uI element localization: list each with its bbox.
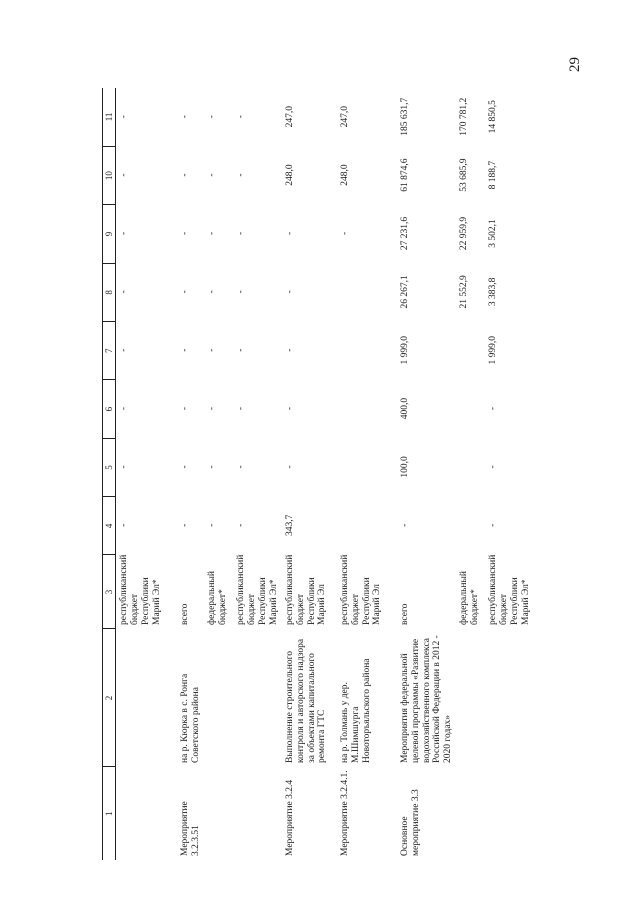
value-cell: - [207,115,217,119]
value-cell: 61 874,6 [399,158,410,192]
value-cell [337,263,397,321]
value-cell: 1 999,0 [399,335,410,365]
value-cell: - [119,115,129,119]
value-cell: - [180,231,190,236]
value-cell: 14 850,5 [488,100,499,134]
table-row [116,88,178,860]
value-cell: - [284,465,295,469]
value-cell: - [119,231,129,236]
measure-id-cell: Основное мероприятие 3.3 [399,789,421,856]
value-cell: - [180,115,190,119]
table-body [116,88,534,860]
value-cell: 100,0 [399,456,410,478]
value-cell: - [119,290,129,294]
column-number-4: 4 [103,497,116,555]
value-cell: - [180,290,190,294]
value-cell: - [180,523,190,527]
value-cell: - [339,231,350,236]
measure-id-cell: Мероприятие 3.2.4.1. [339,770,350,856]
measure-id-cell: Мероприятие 3.2.4 [284,779,295,856]
value-cell [337,322,397,380]
funding-source-cell: республиканский бюджет Республики Марий Эл* [488,554,532,625]
table-row [337,88,397,860]
column-number-3: 3 [103,555,116,629]
value-cell: - [399,523,410,527]
measure-name-cell [116,629,178,767]
value-cell: - [236,115,246,119]
value-cell: 170 781,2 [459,97,470,136]
value-cell: - [119,173,129,177]
measure-id-cell: Мероприятие 3.2.3.51 [180,801,201,856]
funding-source-cell: всего [399,603,410,625]
value-cell: 8 188,7 [488,160,499,190]
measure-name-cell: на р. Толмань у дер. М.Шимшурга Новоторъяльского района [339,658,372,763]
value-cell [337,438,397,496]
value-cell: - [180,465,190,469]
value-cell: 248,0 [284,164,295,186]
value-cell: - [236,290,246,294]
page-number: 29 [567,57,583,72]
funding-source-cell: республиканский бюджет Республики Марий Эл* [119,554,162,625]
value-cell: - [236,173,246,177]
table-row [456,88,485,860]
value-cell [456,322,485,380]
measure-id-cell [233,767,282,860]
measure-name-cell: Выполнение строительного контроля и авторского надзора за объектами капитального ремонта ГТС [284,638,328,763]
value-cell: - [488,523,499,527]
value-cell: - [207,290,217,294]
column-number-11: 11 [103,88,116,146]
value-cell: - [236,348,246,352]
funding-source-cell: республиканский бюджет Республики Марий Эл* [236,554,279,625]
column-number-row [103,88,116,860]
value-cell: 247,0 [284,106,295,128]
value-cell: - [207,348,217,352]
value-cell: 3 383,8 [488,277,499,307]
measure-name-cell [233,629,282,767]
table-row [177,88,204,860]
value-cell: - [236,523,246,527]
value-cell: - [207,465,217,469]
value-cell [337,497,397,555]
measure-name-cell: на р. Кюрка в с. Ронга Советского района [180,673,201,763]
value-cell: - [119,465,129,469]
value-cell [456,380,485,438]
value-cell: - [119,523,129,527]
measure-id-cell [204,767,233,860]
value-cell: 27 231,6 [399,216,410,251]
funding-source-cell: федеральный бюджет* [207,571,228,625]
measure-name-cell [485,629,534,767]
table-row [233,88,282,860]
document-sheet [102,90,532,860]
value-cell: - [488,465,499,469]
value-cell: - [284,406,295,411]
value-cell: 247,0 [339,106,350,128]
value-cell: 400,0 [399,397,410,420]
table-row [204,88,233,860]
value-cell: - [488,406,499,411]
value-cell: 1 999,0 [488,335,499,365]
column-number-9: 9 [103,205,116,263]
measure-id-cell [456,767,485,860]
value-cell: 248,0 [339,164,350,186]
column-number-8: 8 [103,263,116,321]
measure-name-cell [456,629,485,767]
table-row [282,88,337,860]
value-cell: - [180,406,190,411]
value-cell: - [236,406,246,411]
value-cell: - [180,173,190,177]
column-number-10: 10 [103,146,116,204]
column-number-2: 2 [103,629,116,767]
budget-table [102,88,534,860]
funding-source-cell: всего [180,603,190,625]
value-cell: - [207,523,217,527]
column-number-7: 7 [103,322,116,380]
value-cell: 343,7 [284,514,295,536]
value-cell: - [119,348,129,352]
value-cell: - [207,406,217,411]
measure-name-cell: Мероприятия федеральной целевой программы «Развитие водохозяйственного комплекса Российской Федерации в 2012 - 2020 годах» [399,635,454,763]
value-cell: - [284,348,295,352]
value-cell: 22 959,9 [459,216,470,251]
column-number-5: 5 [103,438,116,496]
funding-source-cell: федеральный бюджет* [459,571,481,625]
measure-id-cell [116,767,178,860]
value-cell: - [284,290,295,294]
value-cell: - [207,173,217,177]
measure-name-cell [204,629,233,767]
column-number-6: 6 [103,380,116,438]
value-cell: 3 502,1 [488,219,499,248]
column-number-1: 1 [103,767,116,860]
value-cell: - [180,348,190,352]
value-cell: 53 685,9 [459,158,470,192]
table-row [485,88,534,860]
value-cell [456,497,485,555]
measure-id-cell [485,767,534,860]
value-cell: - [236,465,246,469]
value-cell: - [284,231,295,236]
funding-source-cell: республиканский бюджет Республики Марий Эл [339,554,383,625]
table-row [397,88,457,860]
funding-source-cell: республиканский бюджет Республики Марий Эл [284,554,328,625]
value-cell: 26 267,1 [399,275,410,309]
value-cell: 21 552,9 [459,275,470,309]
value-cell: 185 631,7 [399,97,410,136]
value-cell [456,438,485,496]
rotated-table-container [102,90,532,860]
value-cell [337,380,397,438]
value-cell: - [119,406,129,411]
value-cell: - [236,231,246,236]
value-cell: - [207,231,217,236]
